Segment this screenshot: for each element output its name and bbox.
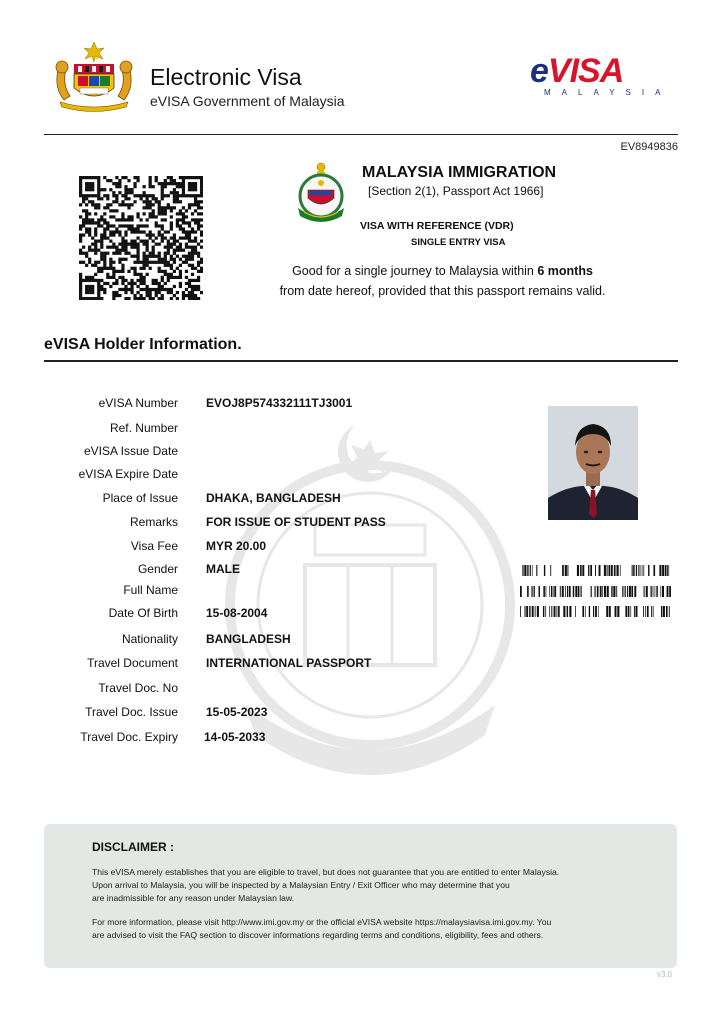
disclaimer-line: are advised to visit the FAQ section to discover informations regarding terms and conditions, eligibility, fees and others.: [92, 930, 544, 940]
label-evisa-number: eVISA Number: [98, 396, 178, 410]
label-travel-doc-issue: Travel Doc. Issue: [85, 705, 178, 719]
value-remarks: FOR ISSUE OF STUDENT PASS: [206, 515, 386, 529]
brand-wordmark: [530, 52, 623, 91]
entry-type: SINGLE ENTRY VISA: [411, 237, 506, 248]
value-travel-document: INTERNATIONAL PASSPORT: [206, 656, 372, 670]
barcode-icon: [520, 584, 672, 595]
coat-of-arms-icon: [48, 40, 140, 112]
label-nationality: Nationality: [121, 632, 178, 646]
barcode-icon: [520, 563, 672, 574]
disclaimer-line: This eVISA merely establishes that you are eligible to travel, but does not guarantee that you are entitled to enter Malaysia.: [92, 867, 560, 877]
visa-type: VISA WITH REFERENCE (VDR): [360, 220, 514, 232]
version-label: v3.0: [656, 970, 672, 979]
value-visa-fee: MYR 20.00: [206, 539, 267, 553]
value-gender: MALE: [206, 562, 240, 576]
label-issue-date: eVISA Issue Date: [83, 444, 178, 458]
disclaimer-line: Upon arrival to Malaysia, you will be inspected by a Malaysian Entry / Exit Officer who may determine that you: [92, 880, 510, 890]
immigration-crest-icon: [290, 160, 352, 226]
evisa-brand-logo: [530, 52, 672, 102]
validity-line-1: [200, 264, 685, 278]
app-subtitle: eVISA Government of Malaysia: [150, 93, 345, 109]
disclaimer-text-2: [92, 916, 637, 942]
brand-tagline: MALAYSIA: [544, 88, 672, 97]
label-visa-fee: Visa Fee: [130, 539, 178, 553]
validity-months: 6 months: [537, 264, 593, 278]
document-reference: EV8949836: [620, 141, 678, 153]
disclaimer-text-1: [92, 866, 637, 905]
label-remarks: Remarks: [129, 515, 178, 529]
validity-line-2: from date hereof, provided that this passport remains valid.: [279, 284, 606, 298]
holder-photo: [548, 406, 638, 520]
brand-e: e: [530, 52, 548, 90]
label-expire-date: eVISA Expire Date: [78, 467, 178, 481]
disclaimer-title: DISCLAIMER :: [92, 840, 174, 854]
label-travel-document: Travel Document: [87, 656, 178, 670]
label-full-name: Full Name: [123, 583, 178, 597]
passport-act-reference: [Section 2(1), Passport Act 1966]: [368, 184, 544, 198]
brand-visa: VISA: [547, 52, 624, 90]
qr-code-icon: [79, 176, 203, 300]
value-travel-doc-expiry: 14-05-2033: [204, 730, 266, 744]
value-place-of-issue: DHAKA, BANGLADESH: [206, 491, 341, 505]
section-divider: [44, 360, 678, 362]
label-date-of-birth: Date Of Birth: [108, 606, 178, 620]
disclaimer-line: For more information, please visit http://www.imi.gov.my or the official eVISA website https://malaysiavisa.imi.gov.my. You: [92, 917, 552, 927]
holder-section-title: eVISA Holder Information.: [44, 336, 242, 353]
validity-prefix: Good for a single journey to Malaysia within: [292, 264, 534, 278]
label-ref-number: Ref. Number: [109, 421, 178, 435]
label-travel-doc-expiry: Travel Doc. Expiry: [80, 730, 178, 744]
value-nationality: BANGLADESH: [206, 632, 291, 646]
label-travel-doc-no: Travel Doc. No: [98, 681, 178, 695]
header-divider: [44, 134, 678, 135]
label-place-of-issue: Place of Issue: [102, 491, 178, 505]
barcode-icon: [520, 604, 672, 615]
value-evisa-number: EVOJ8P574332111TJ3001: [206, 396, 353, 410]
immigration-title: MALAYSIA IMMIGRATION: [362, 164, 557, 181]
value-travel-doc-issue: 15-05-2023: [206, 705, 268, 719]
disclaimer-line: are inadmissible for any reason under Malaysian law.: [92, 893, 295, 903]
app-title: Electronic Visa: [150, 64, 302, 90]
label-gender: Gender: [137, 562, 178, 576]
value-date-of-birth: 15-08-2004: [206, 606, 268, 620]
